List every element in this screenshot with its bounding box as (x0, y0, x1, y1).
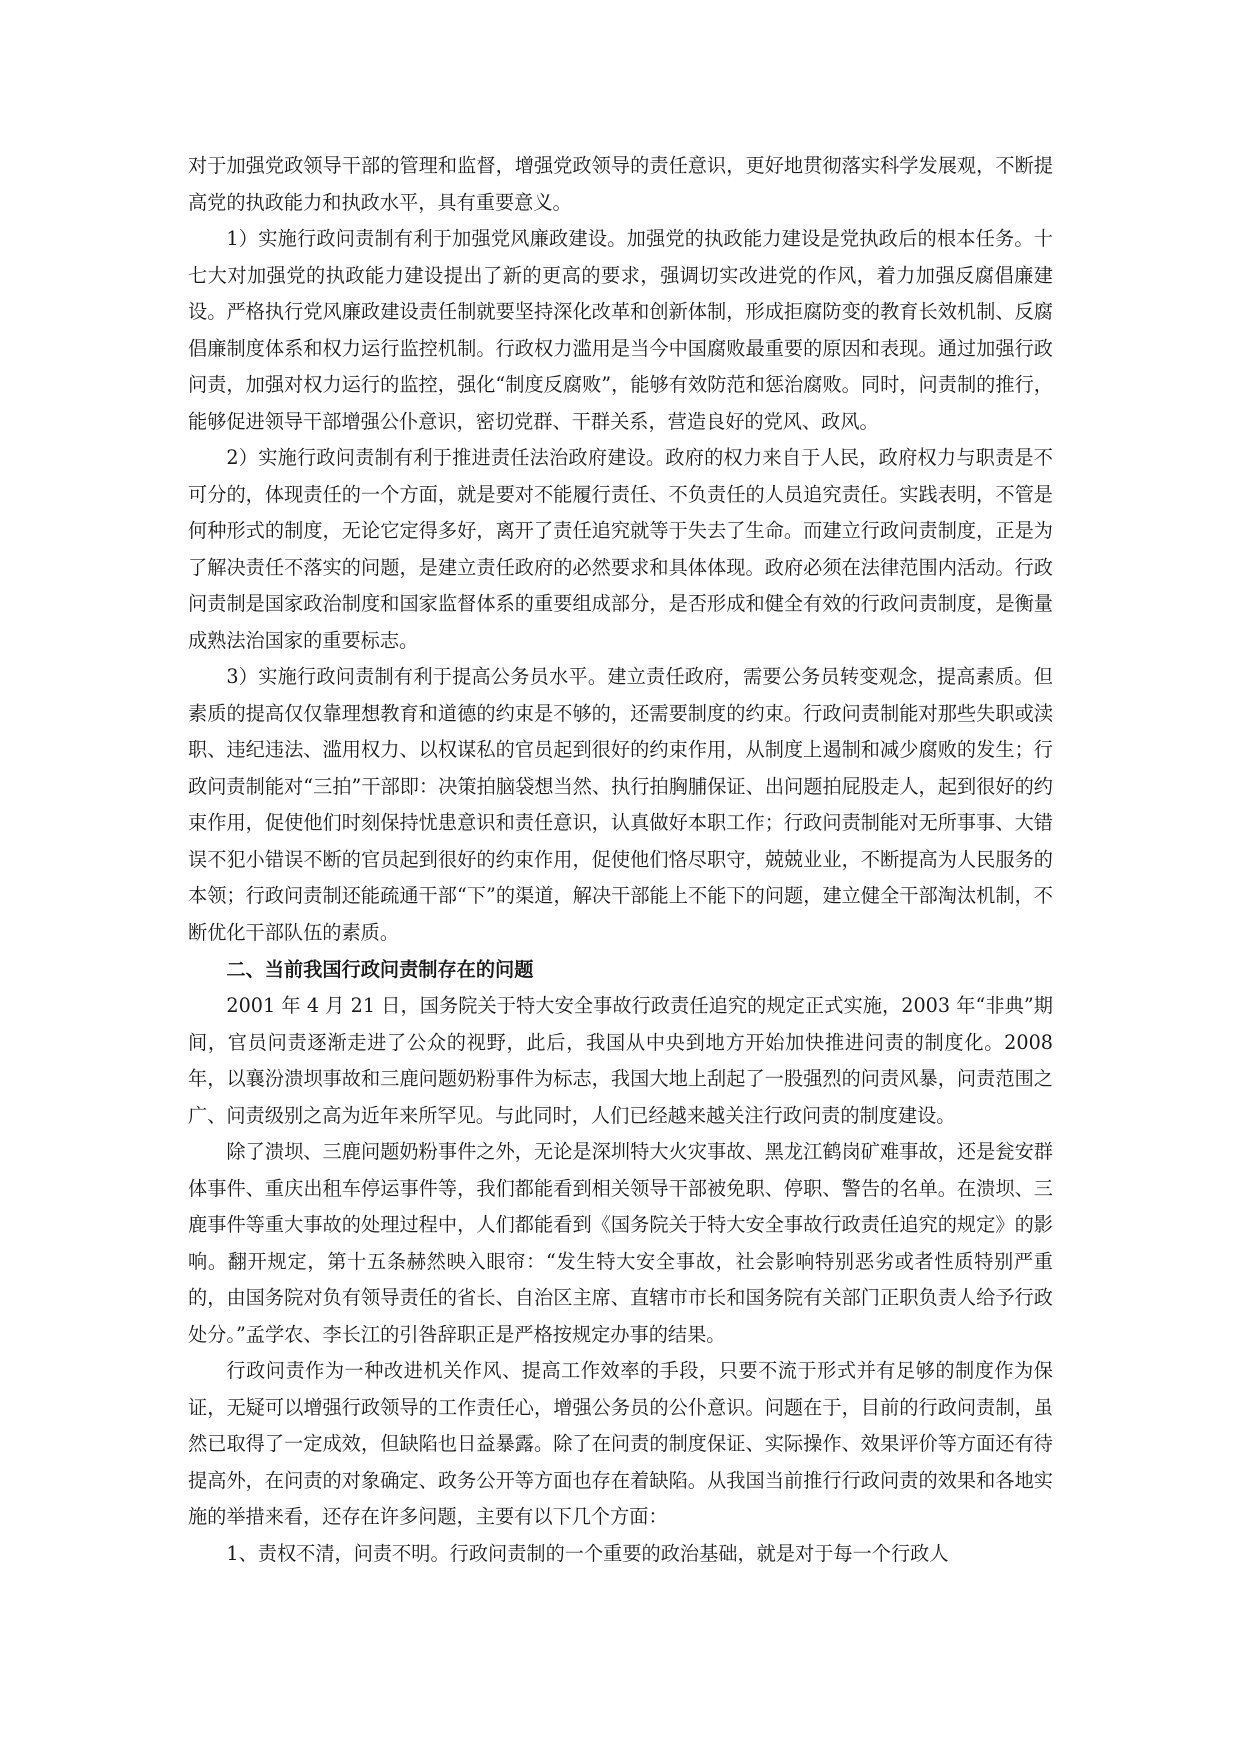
paragraph-point-2: 2）实施行政问责制有利于推进责任法治政府建设。政府的权力来自于人民，政府权力与职责是不可分的，体现责任的一个方面，就是要对不能履行责任、不负责任的人员追究责任。实践表明，不管是何种形式的制度，无论它定得多好，离开了责任追究就等于失去了生命。而建立行政问责制度，正是为了解决责任不落实的问题，是建立责任政府的必然要求和具体体现。政府必须在法律范围内活动。行政问责制是国家政治制度和国家监督体系的重要组成部分，是否形成和健全有效的行政问责制度，是衡量成熟法治国家的重要标志。 (188, 446, 1053, 652)
paragraph-cases: 除了溃坝、三鹿问题奶粉事件之外，无论是深圳特大火灾事故、黑龙江鹤岗矿难事故，还是瓮安群体事件、重庆出租车停运事件等，我们都能看到相关领导干部被免职、停职、警告的名单。在溃坝、三鹿事件等重大事故的处理过程中，人们都能看到《国务院关于特大安全事故行政责任追究的规定》的影响。翻开规定，第十五条赫然映入眼帘：“发生特大安全事故，社会影响特别恶劣或者性质特别严重的，由国务院对负有领导责任的省长、自治区主席、直辖市市长和国务院有关部门正职负责人给予行政处分。”孟学农、李长江的引咎辞职正是严格按规定办事的结果。 (188, 1140, 1053, 1346)
section-heading: 二、当前我国行政问责制存在的问题 (226, 958, 534, 981)
paragraph-intro-continuation: 对于加强党政领导干部的管理和监督，增强党政领导的责任意识，更好地贯彻落实科学发展观，不断提高党的执政能力和执政水平，具有重要意义。 (188, 154, 1053, 214)
paragraph-issue-1: 1、责权不清，问责不明。行政问责制的一个重要的政治基础，就是对于每一个行政人 (226, 1541, 949, 1565)
paragraph-point-1: 1）实施行政问责制有利于加强党风廉政建设。加强党的执政能力建设是党执政后的根本任务。十七大对加强党的执政能力建设提出了新的更高的要求，强调切实改进党的作风，着力加强反腐倡廉建设。严格执行党风廉政建设责任制就要坚持深化改革和创新体制，形成拒腐防变的教育长效机制、反腐倡廉制度体系和权力运行监控机制。行政权力滥用是当今中国腐败最重要的原因和表现。通过加强行政问责，加强对权力运行的监控，强化“制度反腐败”，能够有效防范和惩治腐败。同时，问责制的推行，能够促进领导干部增强公仆意识，密切党群、干群关系，营造良好的党风、政风。 (188, 227, 1053, 433)
document-page (188, 148, 1053, 1572)
paragraph-point-3: 3）实施行政问责制有利于提高公务员水平。建立责任政府，需要公务员转变观念，提高素质。但素质的提高仅仅靠理想教育和道德的约束是不够的，还需要制度的约束。行政问责制能对那些失职或渎职、违纪违法、滥用权力、以权谋私的官员起到很好的约束作用，从制度上遏制和减少腐败的发生；行政问责制能对“三拍”干部即：决策拍脑袋想当然、执行拍胸脯保证、出问题拍屁股走人，起到很好的约束作用，促使他们时刻保持忧患意识和责任意识，认真做好本职工作；行政问责制能对无所事事、大错误不犯小错误不断的官员起到很好的约束作用，促使他们恪尽职守，兢兢业业，不断提高为人民服务的本领；行政问责制还能疏通干部“下”的渠道，解决干部能上不能下的问题，建立健全干部淘汰机制，不断优化干部队伍的素质。 (188, 665, 1053, 944)
paragraph-history: 2001 年 4 月 21 日，国务院关于特大安全事故行政责任追究的规定正式实施，2003 年“非典”期间，官员问责逐渐走进了公众的视野，此后，我国从中央到地方开始加快推进问责的制度化。2008 年，以襄汾溃坝事故和三鹿问题奶粉事件为标志，我国大地上刮起了一股强烈的问责风暴，问责范围之广、问责级别之高为近年来所罕见。与此同时，人们已经越来越关注行政问责的制度建设。 (188, 994, 1053, 1127)
paragraph-problems: 行政问责作为一种改进机关作风、提高工作效率的手段，只要不流于形式并有足够的制度作为保证，无疑可以增强行政领导的工作责任心，增强公务员的公仆意识。问题在于，目前的行政问责制，虽然已取得了一定成效，但缺陷也日益暴露。除了在问责的制度保证、实际操作、效果评价等方面还有待提高外，在问责的对象确定、政务公开等方面也存在着缺陷。从我国当前推行行政问责的效果和各地实施的举措来看，还存在许多问题，主要有以下几个方面： (188, 1359, 1053, 1528)
